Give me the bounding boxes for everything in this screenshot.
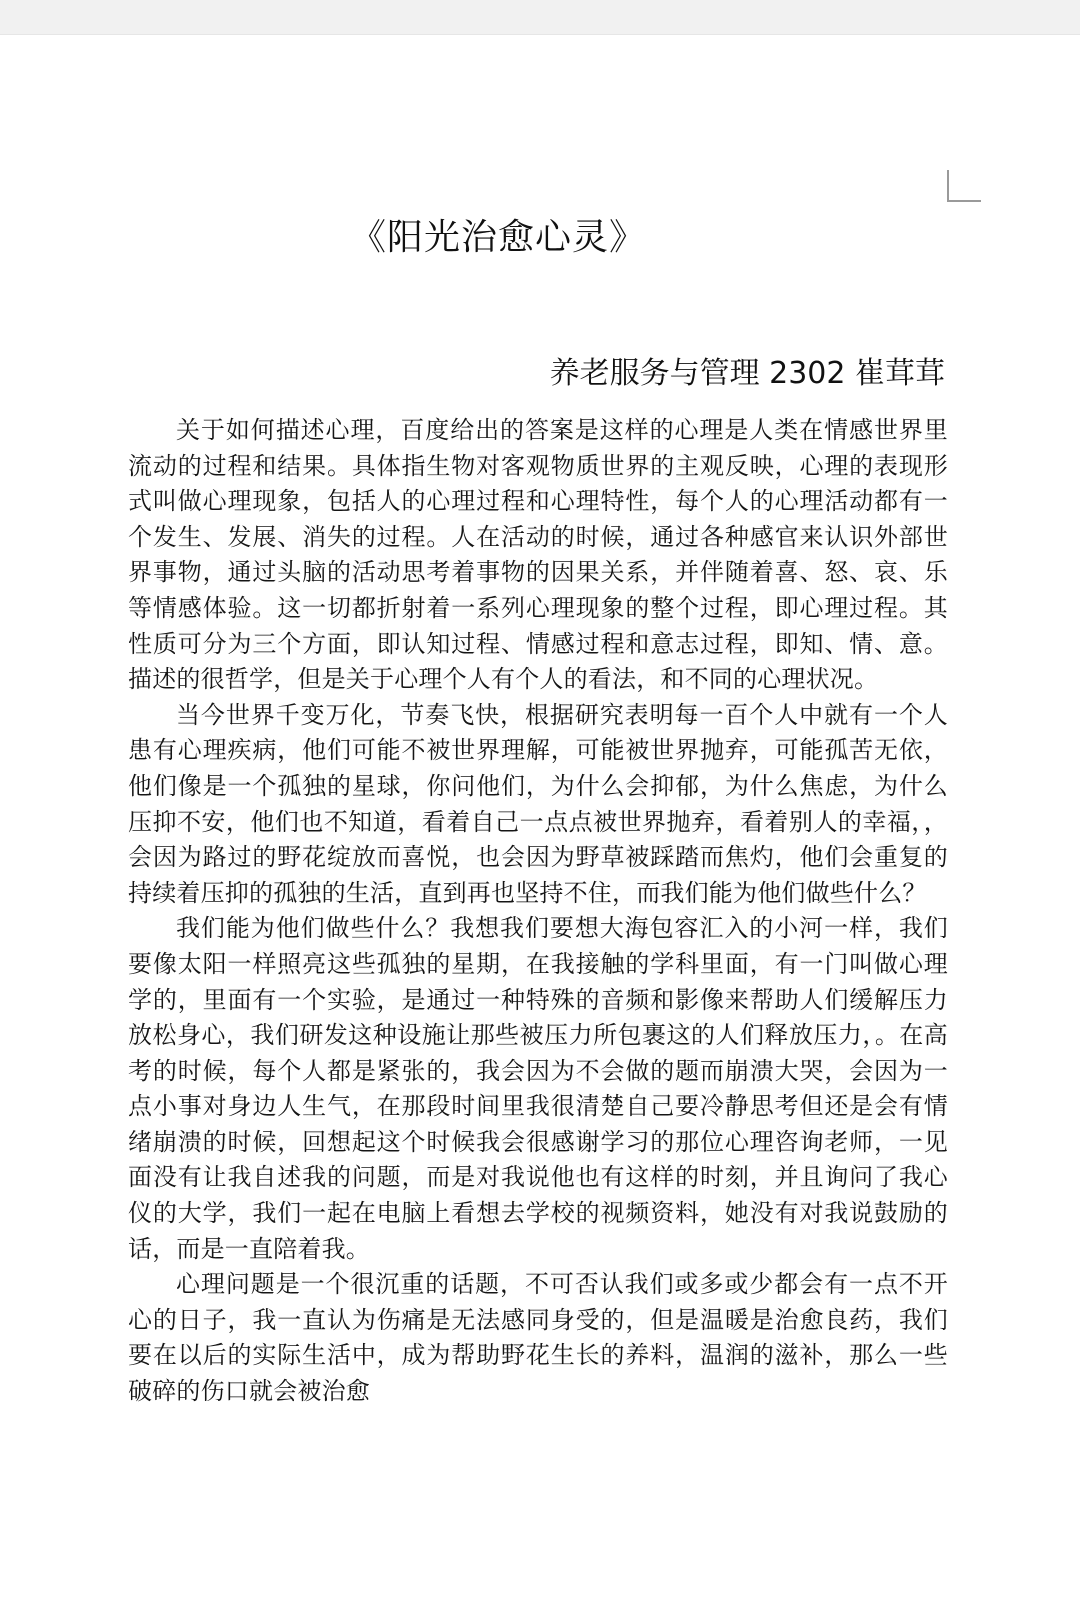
top-gray-band [0,0,1080,35]
page-corner-marker [947,170,981,202]
document-title: 《阳光治愈心灵》 [350,217,647,258]
document-body [128,413,948,1410]
paragraph: 当今世界千变万化，节奏飞快，根据研究表明每一百个人中就有一个人患有心理疾病，他们可能不被世界理解，可能被世界抛弃，可能孤苦无依，他们像是一个孤独的星球，你问他们，为什么会抑郁，为什么焦虑，为什么压抑不安，他们也不知道，看着自己一点点被世界抛弃，看着别人的幸福，，会因为路过的野花绽放而喜悦，也会因为野草被踩踏而焦灼，他们会重复的持续着压抑的孤独的生活，直到再也坚持不住，而我们能为他们做些什么？ [128,700,948,907]
paragraph: 关于如何描述心理，百度给出的答案是这样的心理是人类在情感世界里流动的过程和结果。具体指生物对客观物质世界的主观反映，心理的表现形式叫做心理现象，包括人的心理过程和心理特性，每个人的心理活动都有一个发生、发展、消失的过程。人在活动的时候，通过各种感官来认识外部世界事物，通过头脑的活动思考着事物的因果关系，并伴随着喜、怒、哀、乐等情感体验。这一切都折射着一系列心理现象的整个过程，即心理过程。其性质可分为三个方面，即认知过程、情感过程和意志过程，即知、情、意。描述的很哲学，但是关于心理个人有个人的看法，和不同的心理状况。 [128,416,948,694]
paragraph: 我们能为他们做些什么？我想我们要想大海包容汇入的小河一样，我们要像太阳一样照亮这些孤独的星期，在我接触的学科里面，有一门叫做心理学的，里面有一个实验，是通过一种特殊的音频和影像来帮助人们缓解压力放松身心，我们研发这种设施让那些被压力所包裹这的人们释放压力，。在高考的时候，每个人都是紧张的，我会因为不会做的题而崩溃大哭，会因为一点小事对身边人生气，在那段时间里我很清楚自己要冷静思考但还是会有情绪崩溃的时候，回想起这个时候我会很感谢学习的那位心理咨询老师，一见面没有让我自述我的问题，而是对我说他也有这样的时刻，并且询问了我心仪的大学，我们一起在电脑上看想去学校的视频资料，她没有对我说鼓励的话，而是一直陪着我。 [128,914,948,1263]
paragraph: 心理问题是一个很沉重的话题，不可否认我们或多或少都会有一点不开心的日子，我一直认为伤痛是无法感同身受的，但是温暖是治愈良药，我们要在以后的实际生活中，成为帮助野花生长的养料，温润的滋补，那么一些破碎的伤口就会被治愈 [128,1270,948,1406]
author-line: 养老服务与管理 2302 崔茸茸 [549,356,945,391]
